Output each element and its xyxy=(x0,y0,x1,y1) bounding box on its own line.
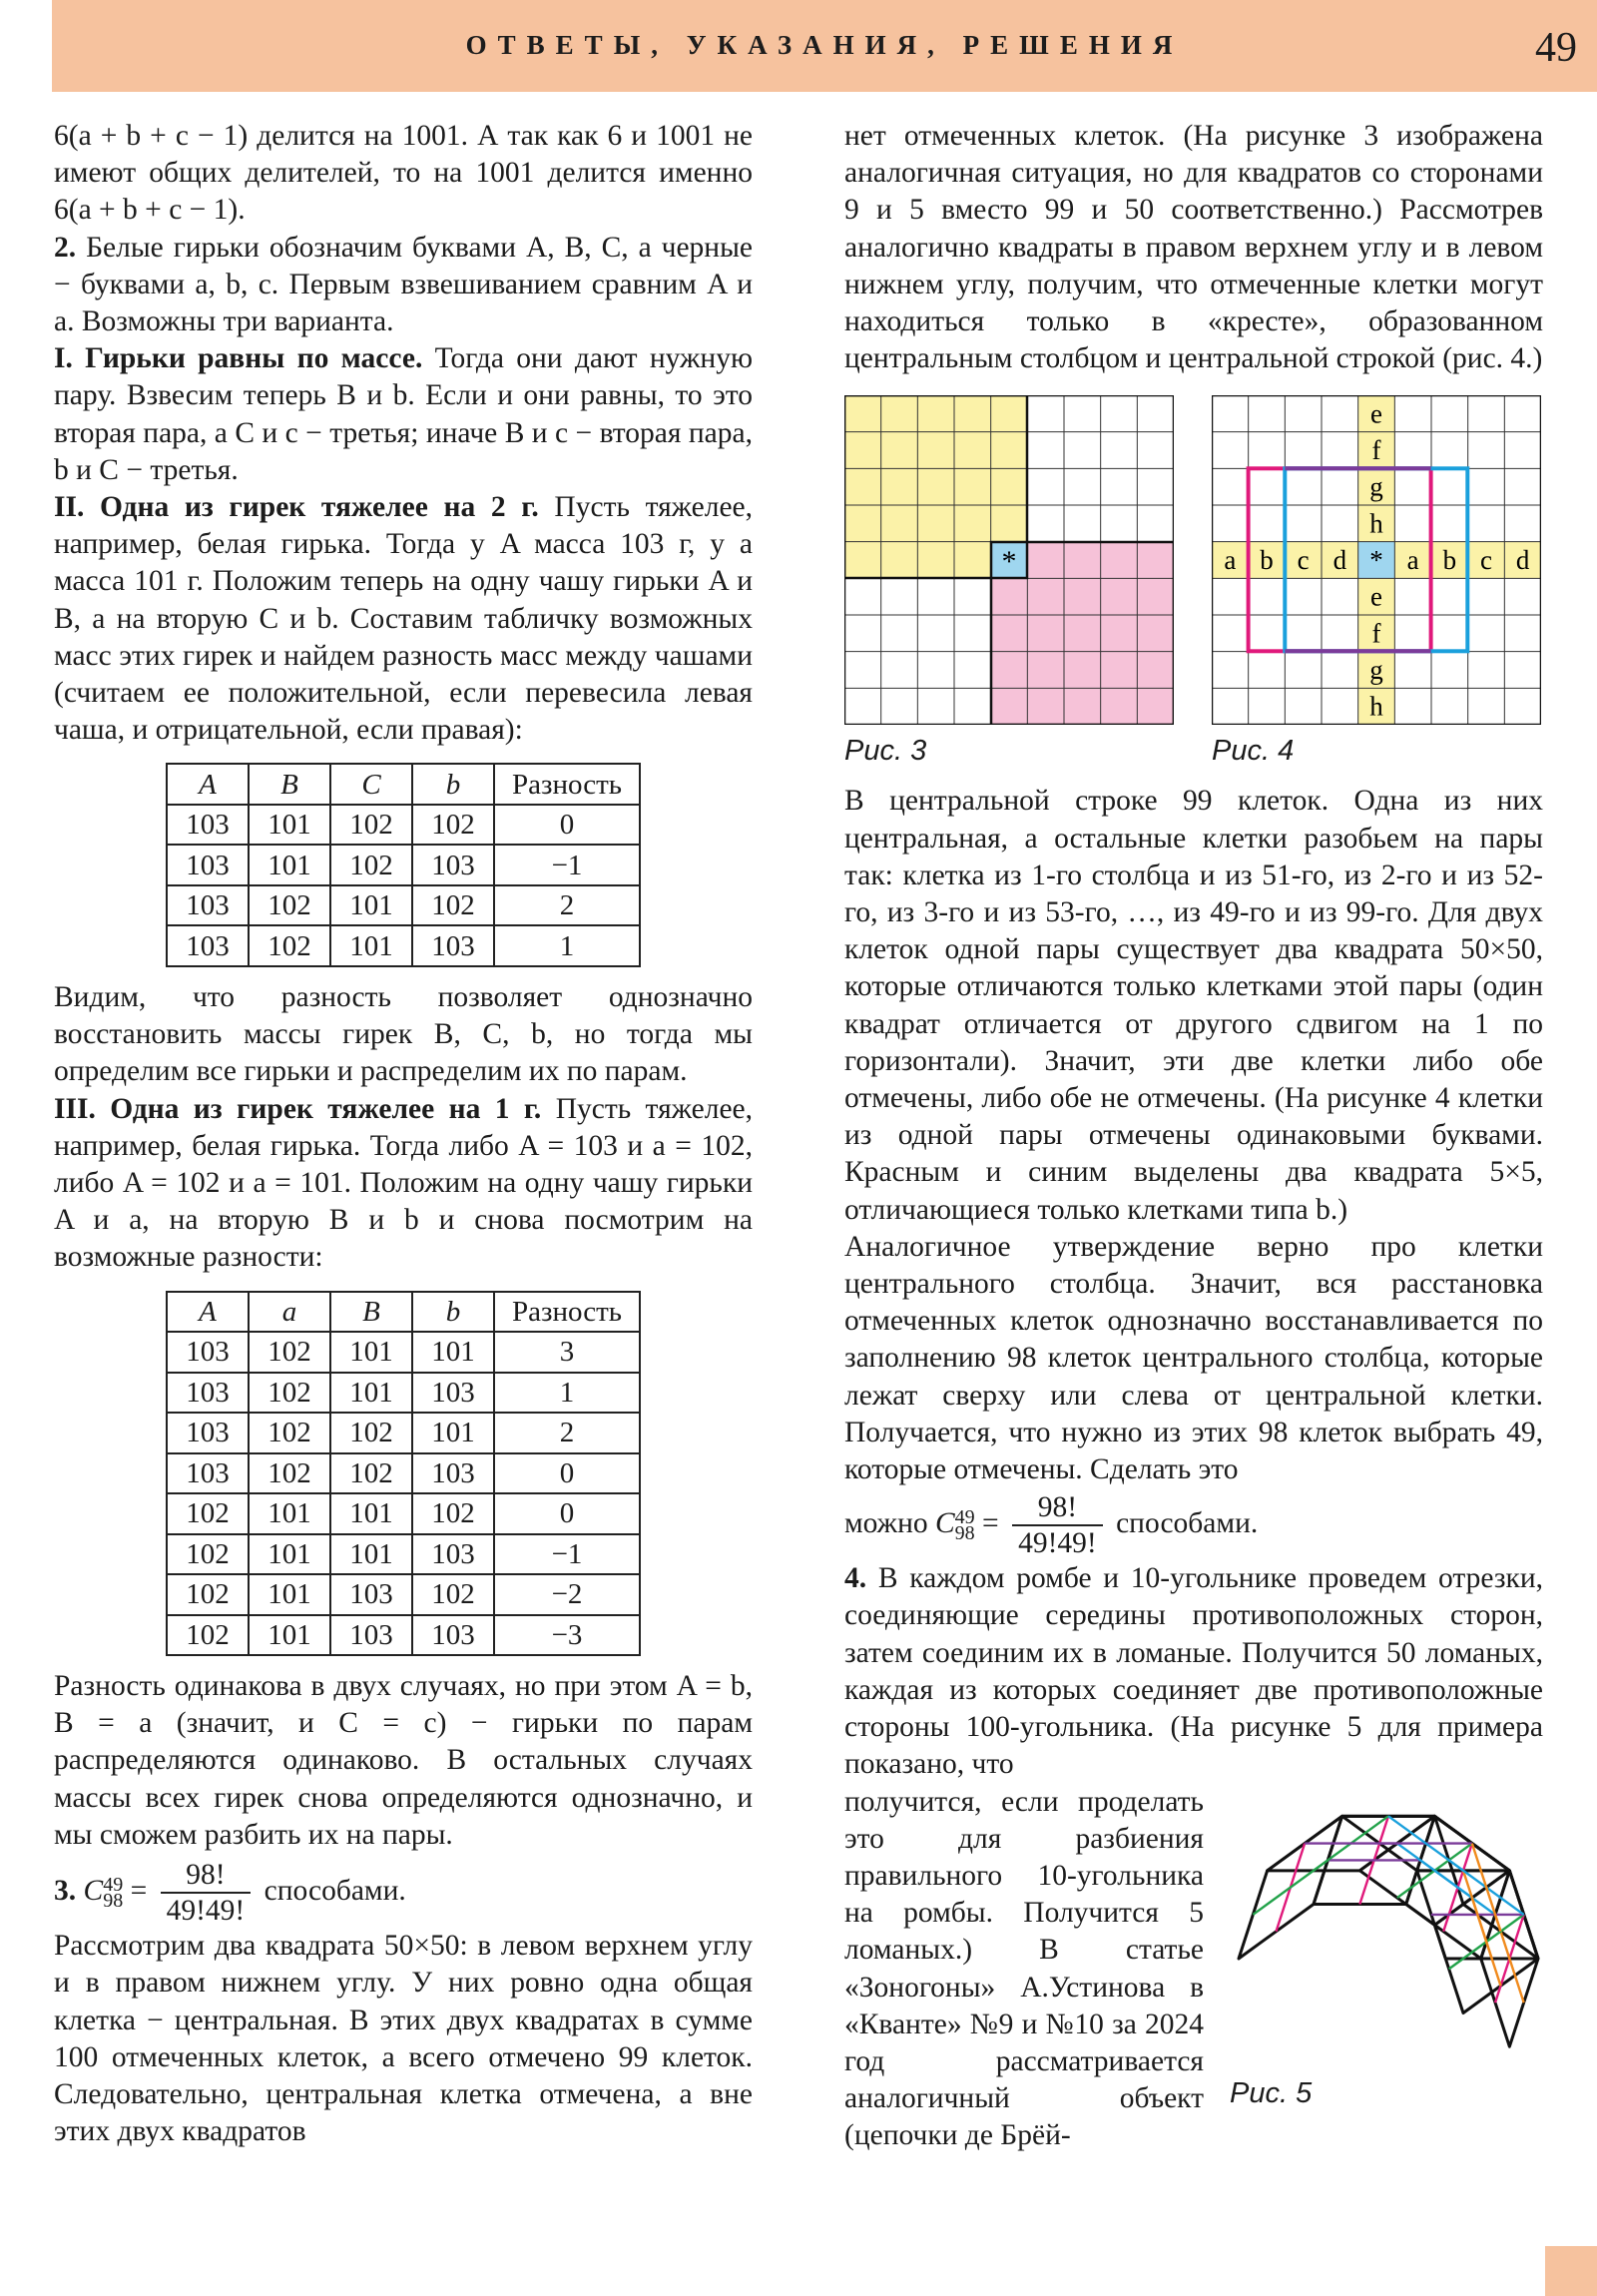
paragraph-text: Белые гирьки обозначим буквами A, B, C, а черные − буквами a, b, c. Первым взвешиванием сравним A и a. Возможны три варианта. xyxy=(54,231,754,338)
table-cell: 0 xyxy=(494,805,640,846)
table-cell: 101 xyxy=(330,925,412,966)
column-header: B xyxy=(330,1292,412,1333)
table-cell: 103 xyxy=(167,1453,249,1494)
table-cell: 1 xyxy=(494,1373,640,1414)
mass-table-2 xyxy=(166,1291,641,1657)
problem-4 xyxy=(844,1560,1543,1783)
figure-5-caption: Рис. 5 xyxy=(1230,2076,1313,2109)
binomial-sub: 98 xyxy=(954,1522,975,1545)
row-cell-label: d xyxy=(1515,545,1530,576)
table-cell: 102 xyxy=(412,885,494,926)
fraction-numerator: 98! xyxy=(1012,1490,1103,1526)
left-column xyxy=(54,118,753,2150)
column-cell-label: e xyxy=(1370,582,1382,613)
table-row xyxy=(167,1453,640,1494)
column-cell-label: g xyxy=(1369,655,1383,686)
table-cell: −3 xyxy=(494,1615,640,1656)
paragraph-text: В каждом ромбе и 10-угольнике проведем отрезки, соединяющие середины противоположных сторон, затем соединим их в ломаные. Получится 50 ломаных, каждая из которых соединяет две противоположные стороны 100-угольника. (На рисунке 5 для примера показано, что xyxy=(844,1562,1543,1781)
section-title: ОТВЕТЫ, УКАЗАНИЯ, РЕШЕНИЯ xyxy=(465,30,1184,60)
table-cell: 103 xyxy=(412,925,494,966)
paragraph: Аналогичное утверждение верно про клетки центрального столбца. Значит, вся расстановка отмеченных клеток однозначно восстанавливается по заполнению 98 клеток центрального столбца, которые лежат сверху или слева от центральной клетки. Получается, что нужно из этих 98 клеток выбрать 49, которые отмечены. Сделать это xyxy=(844,1230,1543,1486)
table-cell: 102 xyxy=(249,1413,330,1453)
case-1 xyxy=(54,340,753,489)
table-cell: 102 xyxy=(249,885,330,926)
table-cell: −1 xyxy=(494,1534,640,1575)
column-header: Разность xyxy=(494,1292,640,1333)
table-cell: 101 xyxy=(249,1493,330,1534)
column-cell-label: e xyxy=(1370,398,1382,429)
page-number: 49 xyxy=(1535,25,1577,71)
fraction-denominator: 49!49! xyxy=(1018,1527,1097,1560)
table-cell: 3 xyxy=(494,1332,640,1373)
table-row xyxy=(167,1332,640,1373)
table-cell: 103 xyxy=(412,1373,494,1414)
figure-4 xyxy=(1212,395,1541,725)
table-cell: 101 xyxy=(249,1615,330,1656)
paragraph-text: Пусть тяжелее, например, белая гирька. Тогда у A масса 103 г, у a масса 101 г. Положим теперь на одну чашу гирьки A и B, а на вторую C и b. Составим табличку возможных масс этих гирек и найдем разность масс между чашами (считаем ее положительной, если перевесила левая чаша, и отрицательной, если правая): xyxy=(54,491,754,747)
table-cell: 101 xyxy=(330,1534,412,1575)
binomial-symbol: C xyxy=(83,1874,104,1907)
table-cell: 103 xyxy=(167,885,249,926)
table-cell: 103 xyxy=(412,845,494,885)
figure-4-caption: Рис. 4 xyxy=(1212,735,1295,768)
figure-3-caption: Рис. 3 xyxy=(844,735,927,768)
table-cell: 101 xyxy=(249,1534,330,1575)
binomial-symbol: C xyxy=(934,1507,955,1540)
table-cell: 101 xyxy=(330,1373,412,1414)
table-cell: 102 xyxy=(167,1493,249,1534)
table-cell: 0 xyxy=(494,1453,640,1494)
figure-5-block xyxy=(844,1784,1543,2155)
column-header: a xyxy=(249,1292,330,1333)
table-row xyxy=(167,1413,640,1453)
case-2 xyxy=(54,489,753,749)
fraction-denominator: 49!49! xyxy=(166,1895,246,1928)
table-row xyxy=(167,925,640,966)
figure-5 xyxy=(1224,1794,1553,2123)
paragraph-text: Пусть тяжелее, например, белая гирька. Тогда либо A = 103 и a = 102, либо A = 102 и a = 101. Положим на одну чашу гирьки A и a, на вторую B и b и снова посмотрим на возможные разности: xyxy=(54,1092,754,1274)
column-header: b xyxy=(412,1292,494,1333)
column-header: B xyxy=(249,764,330,805)
table-cell: 1 xyxy=(494,925,640,966)
case-heading: II. Одна из гирек тяжелее на 2 г. xyxy=(54,491,539,524)
figures-3-4 xyxy=(844,393,1543,768)
row-cell-label: c xyxy=(1297,545,1310,576)
fraction xyxy=(1012,1490,1103,1560)
table-cell: 2 xyxy=(494,1413,640,1453)
table-cell: −1 xyxy=(494,845,640,885)
table-cell: 102 xyxy=(249,1332,330,1373)
table-header-row xyxy=(167,1292,640,1333)
table-cell: 0 xyxy=(494,1493,640,1534)
table-row xyxy=(167,1615,640,1656)
problem-number: 4. xyxy=(844,1562,867,1595)
case-heading: III. Одна из гирек тяжелее на 1 г. xyxy=(54,1092,542,1125)
table-cell: 103 xyxy=(167,805,249,846)
table-cell: 101 xyxy=(249,845,330,885)
column-header: C xyxy=(330,764,412,805)
table-cell: 101 xyxy=(412,1413,494,1453)
paragraph: Рассмотрим два квадрата 50×50: в левом верхнем углу и в правом нижнем углу. У них ровно одна общая клетка − центральная. В этих двух квадратах в сумме 100 отмеченных клеток, а всего отмечено 99 клеток. Следовательно, центральная клетка отмечена, а вне этих двух квадратов xyxy=(54,1930,753,2148)
column-header: A xyxy=(167,1292,249,1333)
problem-3: 3. C 49 98 = $\frac{98!}{49!49!}$ способами. xyxy=(54,1859,406,1928)
binomial-sup: 49 xyxy=(954,1506,975,1529)
binomial-sub: 98 xyxy=(103,1890,124,1913)
table-cell: 103 xyxy=(167,925,249,966)
table-cell: 103 xyxy=(330,1615,412,1656)
table-cell: 102 xyxy=(249,925,330,966)
table-cell: 103 xyxy=(412,1453,494,1494)
paragraph: получится, если проделать это для разбиения правильного 10-угольника на ромбы. Получится 5 ломаных.) В статье «Зоногоны» А.Устинова в «Кванте» №9 и №10 за 2024 год рассматривается аналогичный объект (цепочки де Брёй- xyxy=(844,1785,1204,2152)
column-cell-label: f xyxy=(1371,435,1381,466)
column-header: Разность xyxy=(494,764,640,805)
column-cell-label: h xyxy=(1369,508,1383,539)
table-cell: 102 xyxy=(330,1413,412,1453)
de-bruijn-segment xyxy=(1472,1843,1501,1931)
table-cell: 103 xyxy=(167,1332,249,1373)
formula-line: можно C 49 98 = $\frac{98!}{49!49!}$ способами. xyxy=(844,1491,1259,1560)
table-row xyxy=(167,845,640,885)
table-cell: 101 xyxy=(412,1332,494,1373)
table-cell: 103 xyxy=(330,1574,412,1615)
table-cell: 103 xyxy=(167,1373,249,1414)
table-cell: 101 xyxy=(330,1493,412,1534)
paragraph: нет отмеченных клеток. (На рисунке 3 изображена аналогичная ситуация, но для квадратов со сторонами 9 и 5 вместо 99 и 50 соответственно.) Рассмотрев аналогично квадраты в правом верхнем углу и в левом нижнем углу, получим, что отмеченные клетки могут находиться только в «кресте», образованном центральным столбцом и центральной строкой (рис. 4.) xyxy=(844,120,1543,375)
table-cell: 102 xyxy=(330,1453,412,1494)
table-cell: 2 xyxy=(494,885,640,926)
table-cell: 102 xyxy=(167,1574,249,1615)
row-cell-label: c xyxy=(1480,545,1492,576)
column-cell-label: g xyxy=(1369,472,1383,503)
table-cell: 101 xyxy=(249,805,330,846)
table-cell: 102 xyxy=(412,1574,494,1615)
paragraph: В центральной строке 99 клеток. Одна из них центральная, а остальные клетки разобьем на пары так: клетка из 1-го столбца и из 51-го, из 2-го и из 52-го, из 3-го и из 53-го, …, из 49-го и из 99-го. Для двух клеток одной пары существует два квадрата 50×50, которые отличаются только клетками этой пары (один квадрат отличается от другого сдвигом на 1 по горизонтали). Значит, эти две клетки либо обе отмечены, либо обе не отмечены. (На рисунке 4 клетки из одной пары отмечены одинаковыми буквами. Красным и синим выделены два квадрата 5×5, отличающиеся только клетками типа b.) xyxy=(844,785,1543,1226)
table-cell: 103 xyxy=(167,1413,249,1453)
table-cell: 103 xyxy=(412,1534,494,1575)
table-cell: −2 xyxy=(494,1574,640,1615)
table-cell: 102 xyxy=(330,845,412,885)
table-cell: 102 xyxy=(412,805,494,846)
column-header: A xyxy=(167,764,249,805)
paragraph-text: Тогда они дают нужную пару. Взвесим теперь B и b. Если и они равны, то это вторая пара, а C и c − третья; иначе B и c − вторая пара, b и C − третья. xyxy=(54,342,753,486)
table-cell: 101 xyxy=(330,1332,412,1373)
mass-table-1 xyxy=(166,763,641,967)
paragraph-text: способами. xyxy=(1116,1507,1259,1540)
row-cell-label: a xyxy=(1224,545,1237,576)
row-cell-label: b xyxy=(1442,545,1457,576)
table-row xyxy=(167,1493,640,1534)
table-cell: 103 xyxy=(167,845,249,885)
table-cell: 102 xyxy=(249,1373,330,1414)
column-cell-label: f xyxy=(1371,618,1381,649)
table-row xyxy=(167,1574,640,1615)
table-cell: 102 xyxy=(249,1453,330,1494)
margin-tab xyxy=(1545,2246,1597,2296)
row-cell-label: * xyxy=(1369,545,1383,576)
fraction-numerator: 98! xyxy=(161,1858,252,1894)
problem-number: 3. xyxy=(54,1874,77,1907)
table-cell: 102 xyxy=(167,1534,249,1575)
row-cell-label: a xyxy=(1406,545,1419,576)
binomial-sup: 49 xyxy=(103,1874,124,1897)
problem-number: 2. xyxy=(54,231,77,264)
problem-2 xyxy=(54,230,753,341)
table-row xyxy=(167,1534,640,1575)
figure-3 xyxy=(844,395,1174,725)
table-row xyxy=(167,885,640,926)
row-cell-label: d xyxy=(1332,545,1347,576)
paragraph-text: способами. xyxy=(264,1874,406,1907)
table-cell: 101 xyxy=(330,885,412,926)
table-header-row xyxy=(167,764,640,805)
column-header: b xyxy=(412,764,494,805)
fraction xyxy=(161,1858,252,1928)
paragraph-text: можно xyxy=(844,1507,928,1540)
paragraph: Видим, что разность позволяет однозначно восстановить массы гирек B, C, b, но тогда мы определим все гирьки и распределим их по парам. xyxy=(54,980,753,1088)
case-heading: I. Гирьки равны по массе. xyxy=(54,342,423,375)
row-cell-label: b xyxy=(1260,545,1274,576)
star-label: * xyxy=(1001,545,1017,579)
table-cell: 101 xyxy=(249,1574,330,1615)
right-column xyxy=(844,118,1543,2155)
page-header xyxy=(52,0,1597,92)
table-cell: 102 xyxy=(412,1493,494,1534)
table-cell: 102 xyxy=(167,1615,249,1656)
column-cell-label: h xyxy=(1369,692,1383,723)
paragraph: Разность одинакова в двух случаях, но при этом A = b, B = a (значит, и C = c) − гирьки по парам распределяются одинаково. В остальных случаях массы всех гирек снова определяются однозначно, и мы сможем разбить их на пары. xyxy=(54,1670,753,1851)
table-cell: 103 xyxy=(412,1615,494,1656)
table-cell: 102 xyxy=(330,805,412,846)
case-3 xyxy=(54,1091,753,1277)
paragraph: 6(a + b + c − 1) делится на 1001. А так как 6 и 1001 не имеют общих делителей, то на 1001 делится именно 6(a + b + c − 1). xyxy=(54,120,753,227)
table-row xyxy=(167,805,640,846)
table-row xyxy=(167,1373,640,1414)
